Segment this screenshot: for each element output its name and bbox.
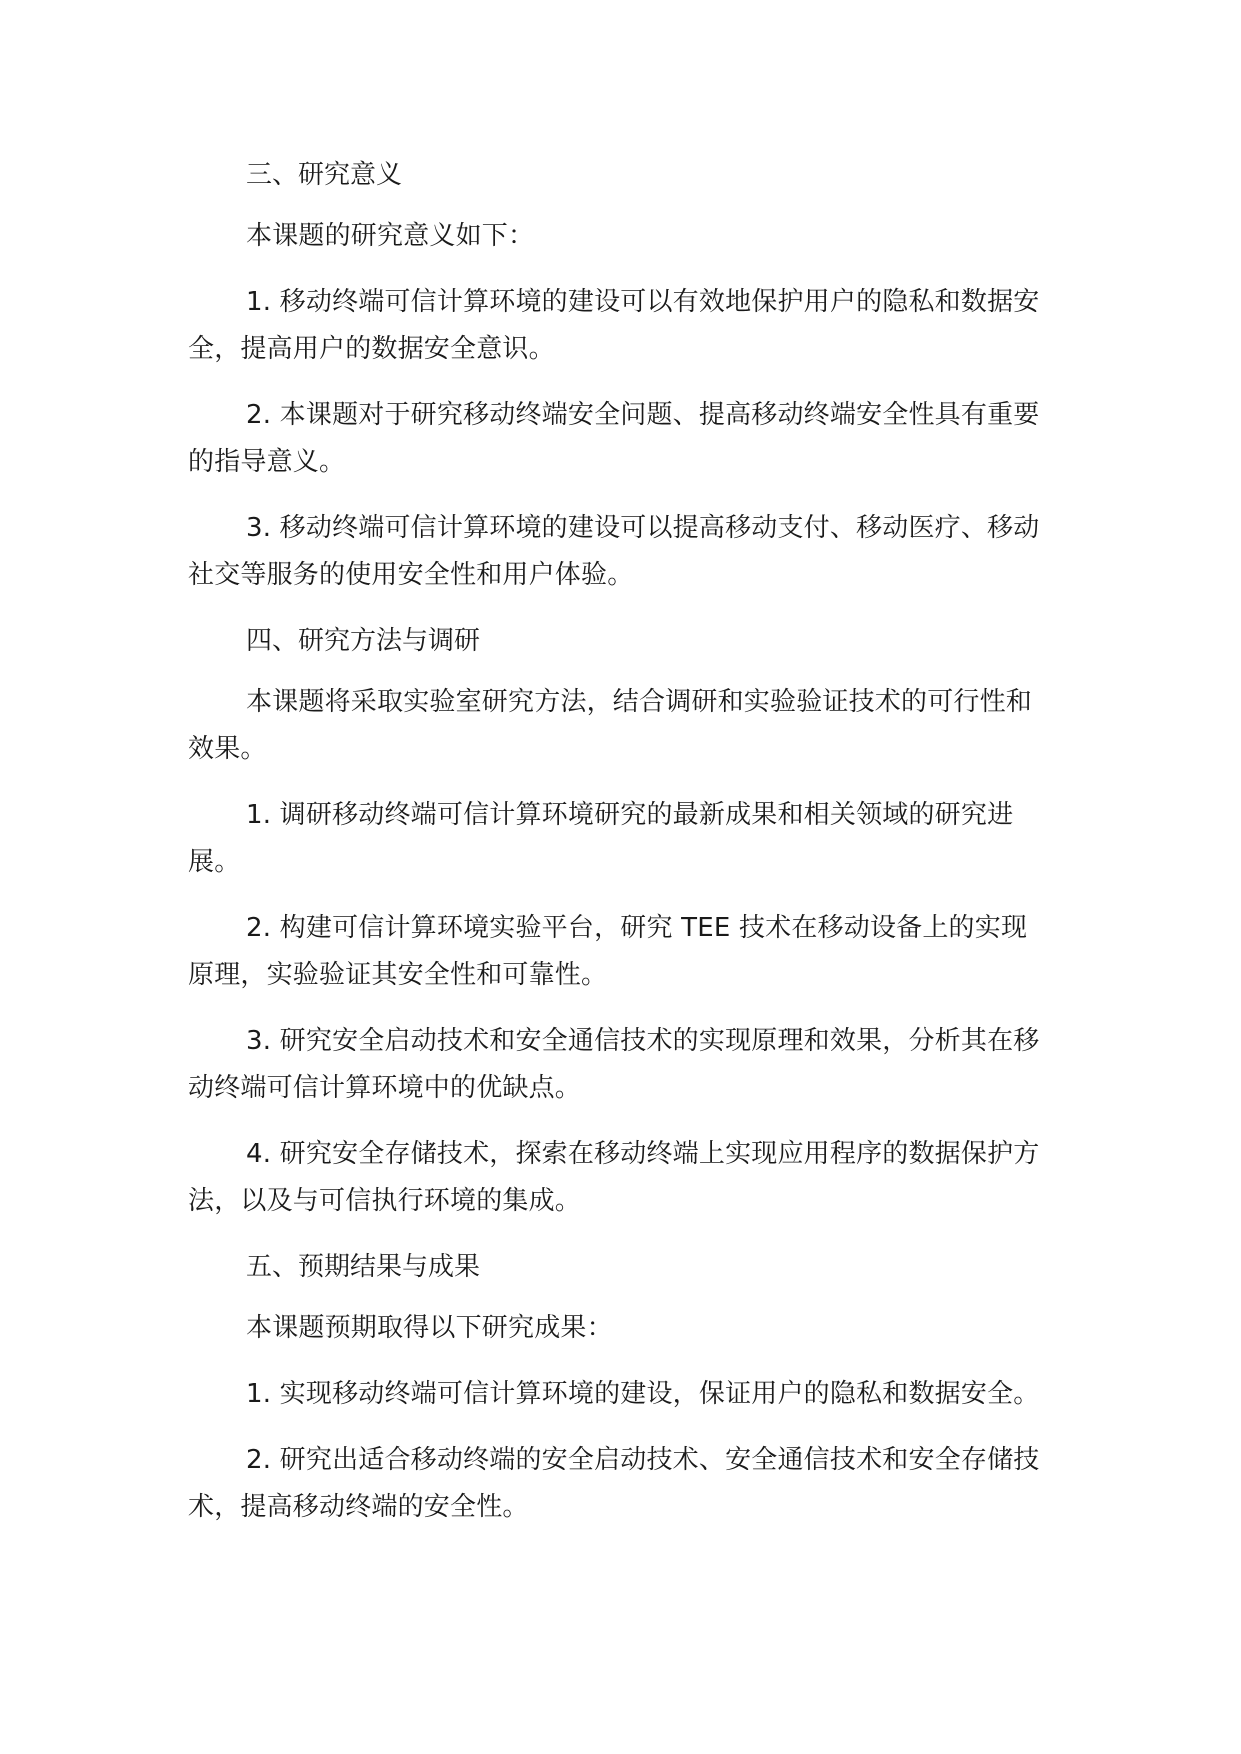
paragraph: 本课题预期取得以下研究成果： <box>246 1313 613 1343</box>
paragraph: 本课题的研究意义如下： <box>246 221 535 251</box>
paragraph: 3. 移动终端可信计算环境的建设可以提高移动支付、移动医疗、移动社交等服务的使用安全性和用户体验。 <box>188 513 1040 590</box>
paragraph: 1. 实现移动终端可信计算环境的建设，保证用户的隐私和数据安全。 <box>246 1379 1040 1409</box>
paragraph: 4. 研究安全存储技术，探索在移动终端上实现应用程序的数据保护方法，以及与可信执行环境的集成。 <box>188 1139 1040 1216</box>
document-body <box>188 152 1048 1550</box>
section-heading: 三、研究意义 <box>246 160 403 190</box>
paragraph: 2. 本课题对于研究移动终端安全问题、提高移动终端安全性具有重要的指导意义。 <box>188 400 1040 477</box>
paragraph: 2. 构建可信计算环境实验平台，研究 TEE 技术在移动设备上的实现原理，实验验证其安全性和可靠性。 <box>188 913 1028 990</box>
paragraph: 本课题将采取实验室研究方法，结合调研和实验验证技术的可行性和效果。 <box>188 687 1033 764</box>
section-heading: 四、研究方法与调研 <box>246 626 481 656</box>
paragraph: 3. 研究安全启动技术和安全通信技术的实现原理和效果，分析其在移动终端可信计算环境中的优缺点。 <box>188 1026 1040 1103</box>
paragraph: 2. 研究出适合移动终端的安全启动技术、安全通信技术和安全存储技术，提高移动终端的安全性。 <box>188 1445 1040 1522</box>
paragraph: 1. 调研移动终端可信计算环境研究的最新成果和相关领域的研究进展。 <box>188 800 1014 877</box>
section-heading: 五、预期结果与成果 <box>246 1252 481 1282</box>
paragraph: 1. 移动终端可信计算环境的建设可以有效地保护用户的隐私和数据安全，提高用户的数据安全意识。 <box>188 287 1040 364</box>
